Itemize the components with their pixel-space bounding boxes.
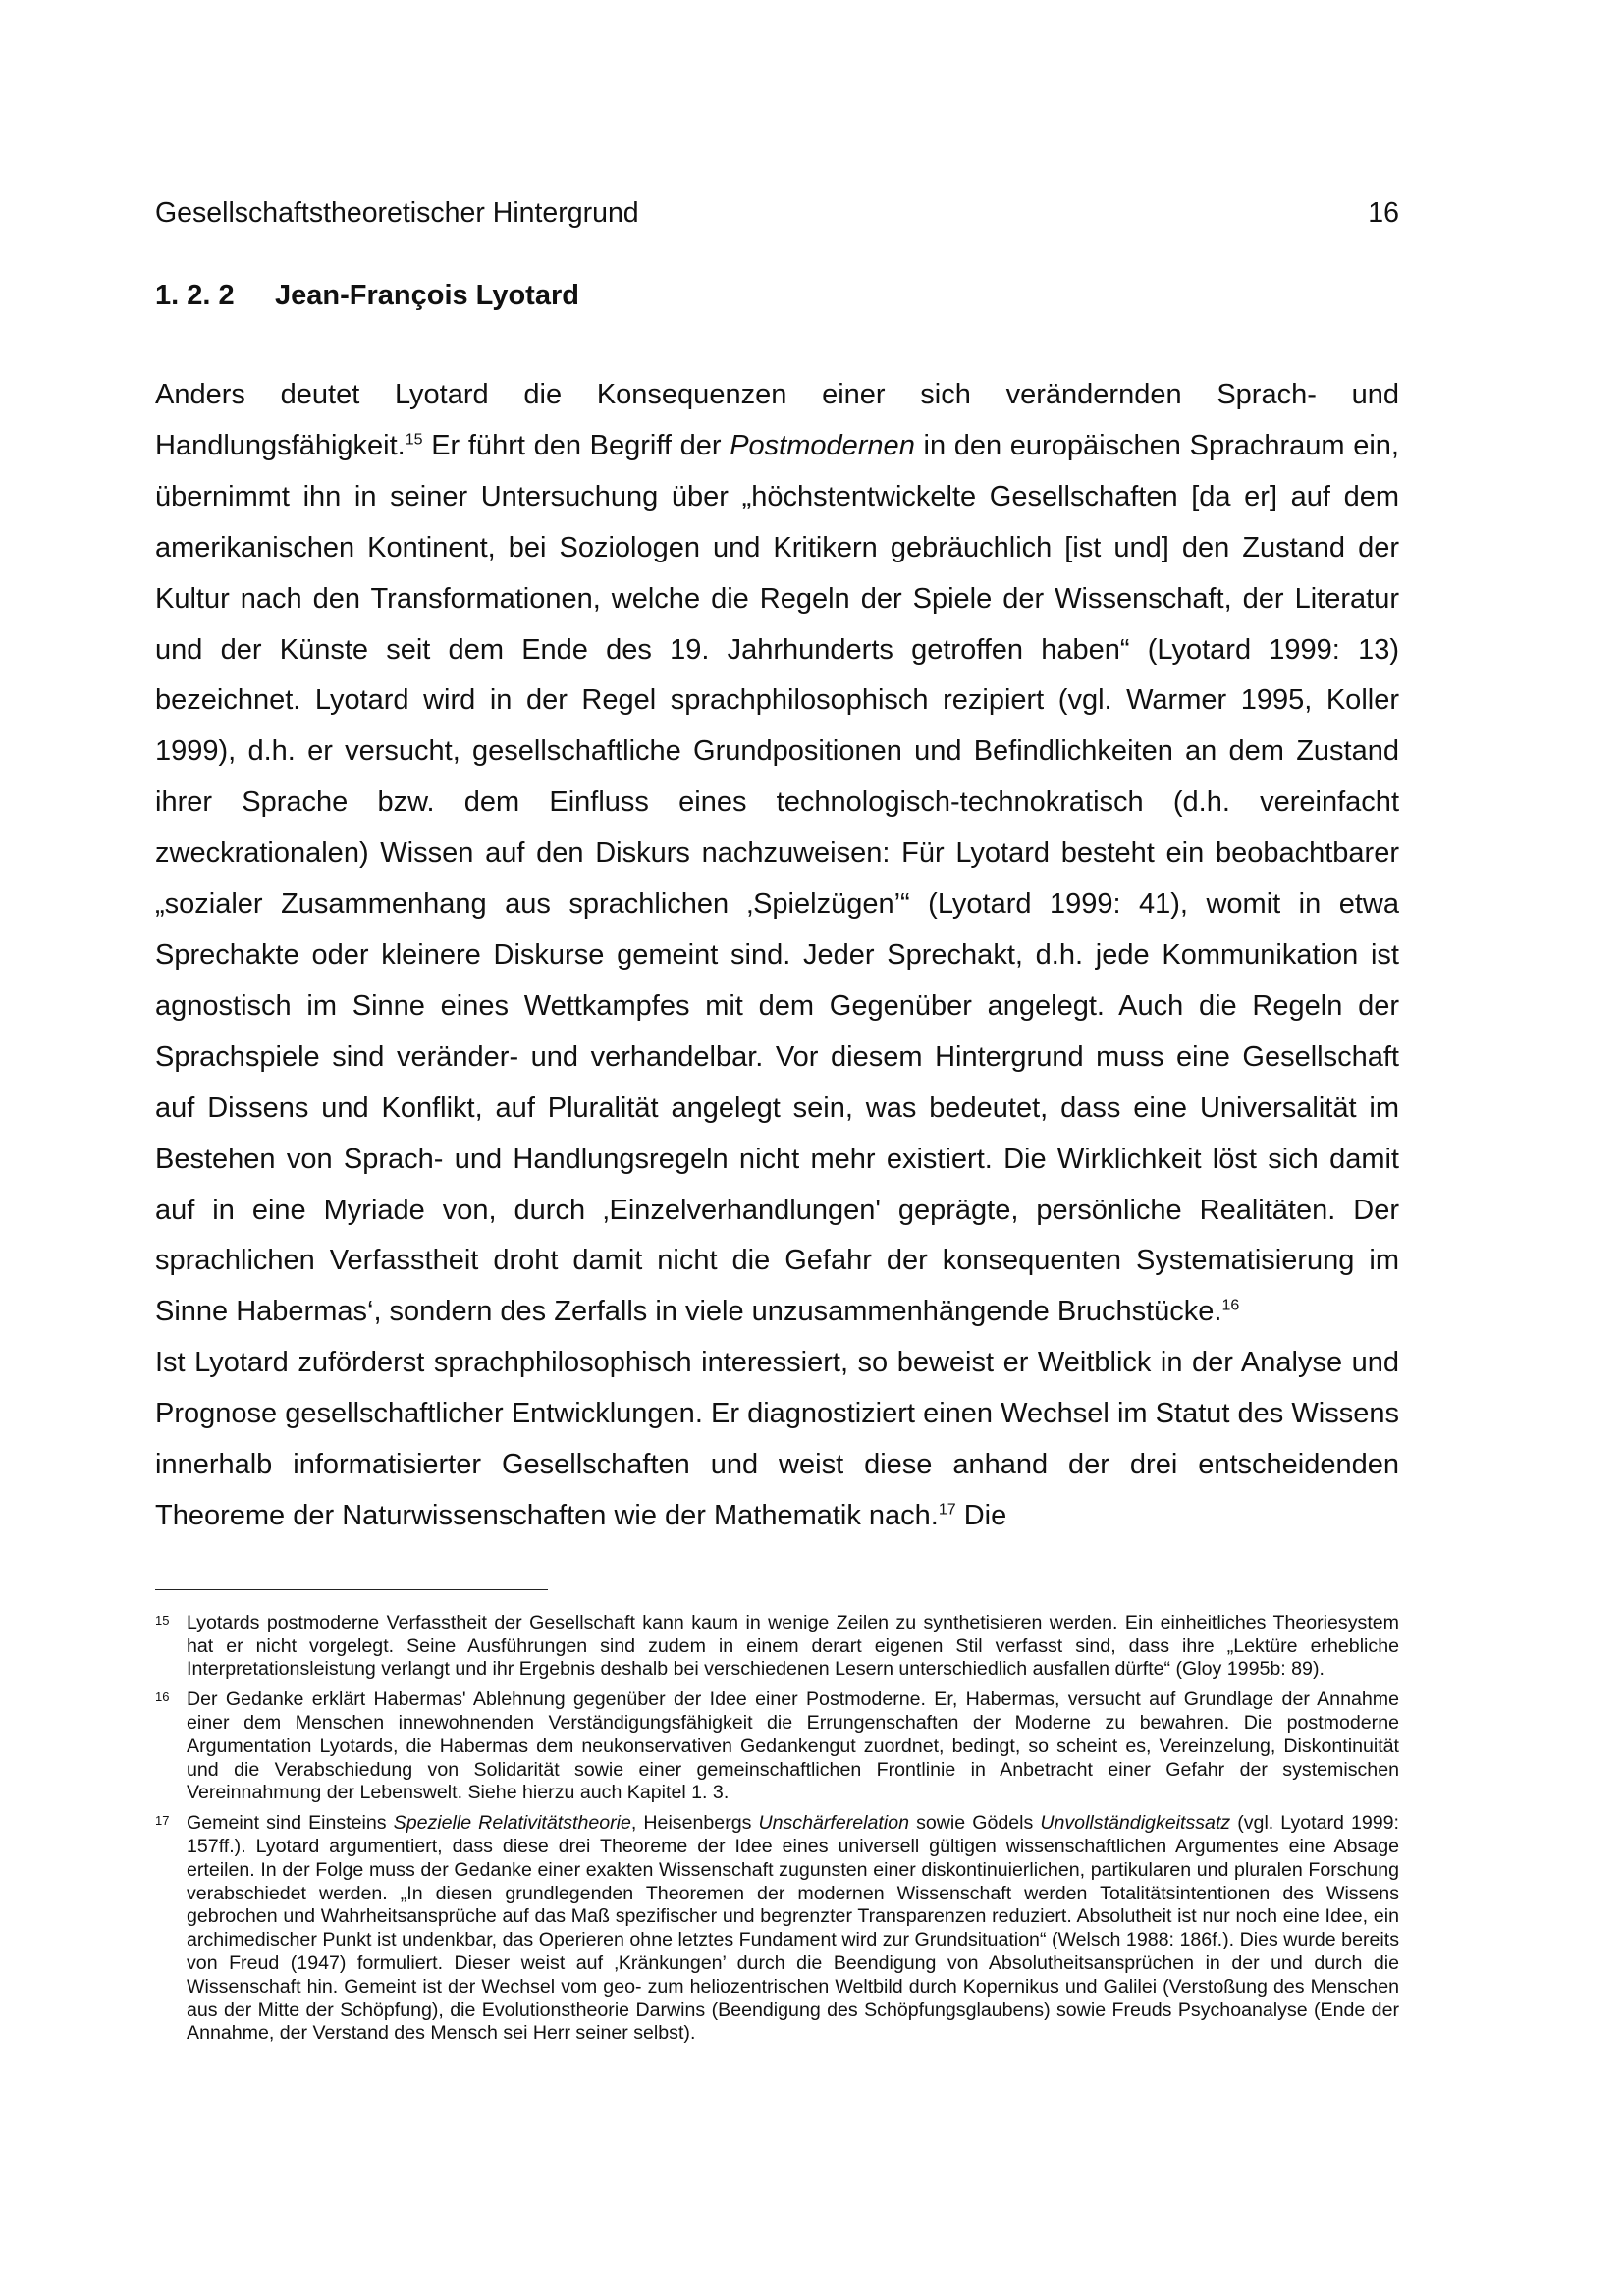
running-title: Gesellschaftstheoretischer Hintergrund	[155, 197, 639, 229]
footnote-ref-16[interactable]: 16	[1221, 1297, 1240, 1314]
footnote-divider	[155, 1589, 548, 1590]
section-title: Jean-François Lyotard	[275, 280, 579, 311]
paragraph-1-text-b: Er führt den Begriff der	[422, 429, 730, 461]
paragraph-2	[155, 1338, 1399, 1542]
paragraph-2-text-b: Die	[955, 1499, 1007, 1531]
footnote-text: Lyotards postmoderne Verfasstheit der Gesellschaft kann kaum in wenige Zeilen zu synthetisieren werden. Ein einheitliches Theoriesystem hat er nicht vorgelegt. Seine Ausführungen sind zudem in einem derart eigenen Stil verfasst sind, dass ihre „Lektüre erhebliche Interpretationsleistung verlangt und ihr Ergebnis deshalb bei verschiedenen Lesern unterschiedlich ausfallen dürfte“ (Gloy 1995b: 89).	[187, 1611, 1399, 1681]
footnote-text-c: sowie Gödels	[909, 1812, 1041, 1835]
footnote-emphasis-uncertainty: Unschärferelation	[758, 1812, 910, 1835]
footnote-text-d: (vgl. Lyotard 1999: 157ff.). Lyotard argumentiert, dass diese drei Theoreme der Idee eines universell gültigen wissenschaftlichen Argumentes eine Absage erteilen. In der Folge muss der Gedanke einer exakten Wissenschaft zugunsten einer diskontinuierlichen, partikularen und pluralen Forschung verabschiedet werden. „In diesen grundlegenden Theoremen der modernen Wissenschaft werden Totalitätsintentionen des Wissens gebrochen und Wahrheitsansprüche auf das Maß spezifischer und begrenzter Transparenzen reduziert. Absolutheit ist nur noch eine Idee, ein archimedischer Punkt ist undenkbar, das Operieren ohne letztes Fundament wird zur Grundsituation“ (Welsch 1988: 186f.). Dies wurde bereits von Freud (1947) formuliert. Dieser weist auf ‚Kränkungen’ durch die Beendigung von Absolutheitsansprüchen in der und durch die Wissenschaft hin. Gemeint ist der Wechsel vom geo- zum heliozentrischen Weltbild durch Kopernikus und Galilei (Verstoßung des Menschen aus der Mitte der Schöpfung), die Evolutionstheorie Darwins (Beendigung des Schöpfungsglaubens) sowie Freuds Psychoanalyse (Ende der Annahme, der Verstand des Mensch sei Herr seiner selbst).	[187, 1812, 1399, 2045]
paragraph-1	[155, 370, 1399, 1338]
paragraph-1-text-c: in den europäischen Sprachraum ein, übernimmt ihn in seiner Untersuchung über „höchstentwickelte Gesellschaften [da er] auf dem amerikanischen Kontinent, bei Soziologen und Kritikern gebräuchlich [ist und] den Zustand der Kultur nach den Transformationen, welche die Regeln der Spiele der Wissenschaft, der Literatur und der Künste seit dem Ende des 19. Jahrhunderts getroffen haben“ (Lyotard 1999: 13) bezeichnet. Lyotard wird in der Regel sprachphilosophisch rezipiert (vgl. Warmer 1995, Koller 1999), d.h. er versucht, gesellschaftliche Grundpositionen und Befindlichkeiten an dem Zustand ihrer Sprache bzw. dem Einfluss eines technologisch-technokratisch (d.h. vereinfacht zweckrationalen) Wissen auf den Diskurs nachzuweisen: Für Lyotard besteht ein beobachtbarer „sozialer Zusammenhang aus sprachlichen ‚Spielzügen’“ (Lyotard 1999: 41), womit in etwa Sprechakte oder kleinere Diskurse gemeint sind. Jeder Sprechakt, d.h. jede Kommunikation ist agnostisch im Sinne eines Wettkampfes mit dem Gegenüber angelegt. Auch die Regeln der Sprachspiele sind veränder- und verhandelbar. Vor diesem Hintergrund muss eine Gesellschaft auf Dissens und Konflikt, auf Pluralität angelegt sein, was bedeutet, dass eine Universalität im Bestehen von Sprach- und Handlungsregeln nicht mehr existiert. Die Wirklichkeit löst sich damit auf in eine Myriade von, durch ‚Einzelverhandlungen' geprägte, persönliche Realitäten. Der sprachlichen Verfasstheit droht damit nicht die Gefahr der konsequenten Systematisierung im Sinne Habermas‘, sondern des Zerfalls in viele unzusammenhängende Bruchstücke.	[155, 429, 1399, 1328]
section-heading	[155, 276, 1399, 315]
footnote-text-a: Gemeint sind Einsteins	[187, 1812, 394, 1835]
paragraph-1-emphasis: Postmodernen	[730, 429, 915, 461]
footnote-text	[187, 1812, 1399, 2046]
footnote-16	[155, 1688, 1399, 1805]
page-number: 16	[1368, 197, 1399, 229]
footnote-ref-17[interactable]: 17	[938, 1501, 956, 1519]
section-number: 1. 2. 2	[155, 280, 235, 311]
footnote-text: Der Gedanke erklärt Habermas' Ablehnung gegenüber der Idee einer Postmoderne. Er, Habermas, versucht auf Grundlage der Annahme einer dem Menschen innewohnenden Verständigungsfähigkeit die Errungenschaften der Moderne zu bewahren. Die postmoderne Argumentation Lyotards, die Habermas dem neukonservativen Gedankengut zuordnet, bedingt, so scheint es, Vereinzelung, Diskontinuität und die Verabschiedung von Solidarität sowie einer gemeinschaftlichen Frontlinie in Anbetracht einer Gefahr der systemischen Vereinnahmung der Lebenswelt. Siehe hierzu auch Kapitel 1. 3.	[187, 1688, 1399, 1804]
footnotes	[155, 1612, 1399, 2046]
paragraph-2-text-a: Ist Lyotard zuförderst sprachphilosophisch interessiert, so beweist er Weitblick in der Analyse und Prognose gesellschaftlicher Entwicklungen. Er diagnostiziert einen Wechsel im Statut des Wissens innerhalb informatisierter Gesellschaften und weist diese anhand der drei entscheidenden Theoreme der Naturwissenschaften wie der Mathematik nach.	[155, 1347, 1399, 1531]
footnote-number: 17	[155, 1813, 170, 1829]
footnote-number: 16	[155, 1689, 170, 1705]
body-text	[155, 370, 1399, 1542]
running-header	[155, 192, 1399, 240]
footnote-emphasis-incompleteness: Unvollständigkeitssatz	[1040, 1812, 1231, 1835]
footnote-15	[155, 1612, 1399, 1682]
footnote-emphasis-relativity: Spezielle Relativitätstheorie	[393, 1812, 631, 1835]
paragraph-1-text-a: Anders deutet Lyotard die Konsequenzen einer sich verändernden Sprach- und Handlungsfähigkeit.	[155, 379, 1399, 461]
footnote-17	[155, 1812, 1399, 2046]
footnote-ref-15[interactable]: 15	[405, 431, 423, 449]
footnote-number: 15	[155, 1612, 170, 1628]
document-page	[155, 192, 1399, 2053]
footnote-text-b: , Heisenbergs	[630, 1812, 759, 1835]
